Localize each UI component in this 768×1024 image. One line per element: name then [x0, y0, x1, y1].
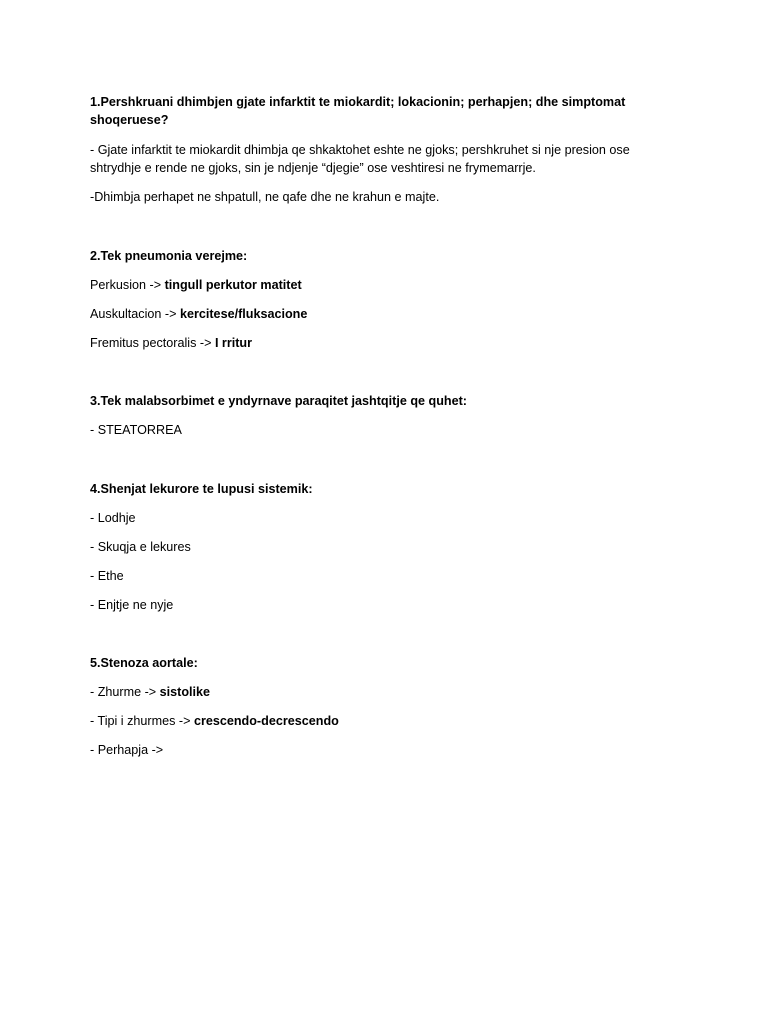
q4-list-item: - Enjtje ne nyje	[90, 598, 174, 612]
q5-row-label: - Perhapja ->	[90, 743, 164, 757]
q2-row-fremitus	[90, 334, 252, 352]
q5-row-value: crescendo-decrescendo	[193, 714, 339, 728]
q1-answer-line1: - Gjate infarktit te miokardit dhimbja qe shkaktohet eshte ne gjoks; pershkruhet si nje presion ose	[90, 143, 630, 157]
q5-row-perhapja	[90, 741, 163, 759]
q1-title-line2: shoqeruese?	[90, 113, 169, 127]
q2-title: 2.Tek pneumonia verejme:	[90, 249, 248, 263]
q2-row-value: kercitese/fluksacione	[179, 307, 308, 321]
q5-row-value: sistolike	[159, 685, 211, 699]
q4-list-item: - Lodhje	[90, 511, 136, 525]
q3-title: 3.Tek malabsorbimet e yndyrnave paraqitet jashtqitje qe quhet:	[90, 394, 467, 408]
q4-list-item: - Skuqja e lekures	[90, 540, 191, 554]
q4-list-item: - Ethe	[90, 569, 124, 583]
q2-row-value: tingull perkutor matitet	[164, 278, 302, 292]
q5-row-zhurme	[90, 683, 210, 701]
q2-row-label: Auskultacion ->	[90, 307, 180, 321]
q2-row-value: I rritur	[214, 336, 253, 350]
q5-row-label: - Zhurme ->	[90, 685, 160, 699]
q1-answer-line2: shtrydhje e rende ne gjoks, sin je ndjenje “djegie” ose veshtiresi ne frymemarrje.	[90, 161, 536, 175]
q2-row-auskultacion	[90, 305, 307, 323]
q5-row-label: - Tipi i zhurmes ->	[90, 714, 194, 728]
q5-row-tipi	[90, 712, 339, 730]
q1-answer-line3: -Dhimbja perhapet ne shpatull, ne qafe dhe ne krahun e majte.	[90, 190, 440, 204]
q5-title: 5.Stenoza aortale:	[90, 656, 198, 670]
q4-title: 4.Shenjat lekurore te lupusi sistemik:	[90, 482, 313, 496]
q2-row-label: Fremitus pectoralis ->	[90, 336, 215, 350]
q2-row-label: Perkusion ->	[90, 278, 165, 292]
q3-answer: - STEATORREA	[90, 423, 182, 437]
q1-title-line1: 1.Pershkruani dhimbjen gjate infarktit te miokardit; lokacionin; perhapjen; dhe simptomat	[90, 95, 626, 109]
q2-row-perkusion	[90, 276, 302, 294]
